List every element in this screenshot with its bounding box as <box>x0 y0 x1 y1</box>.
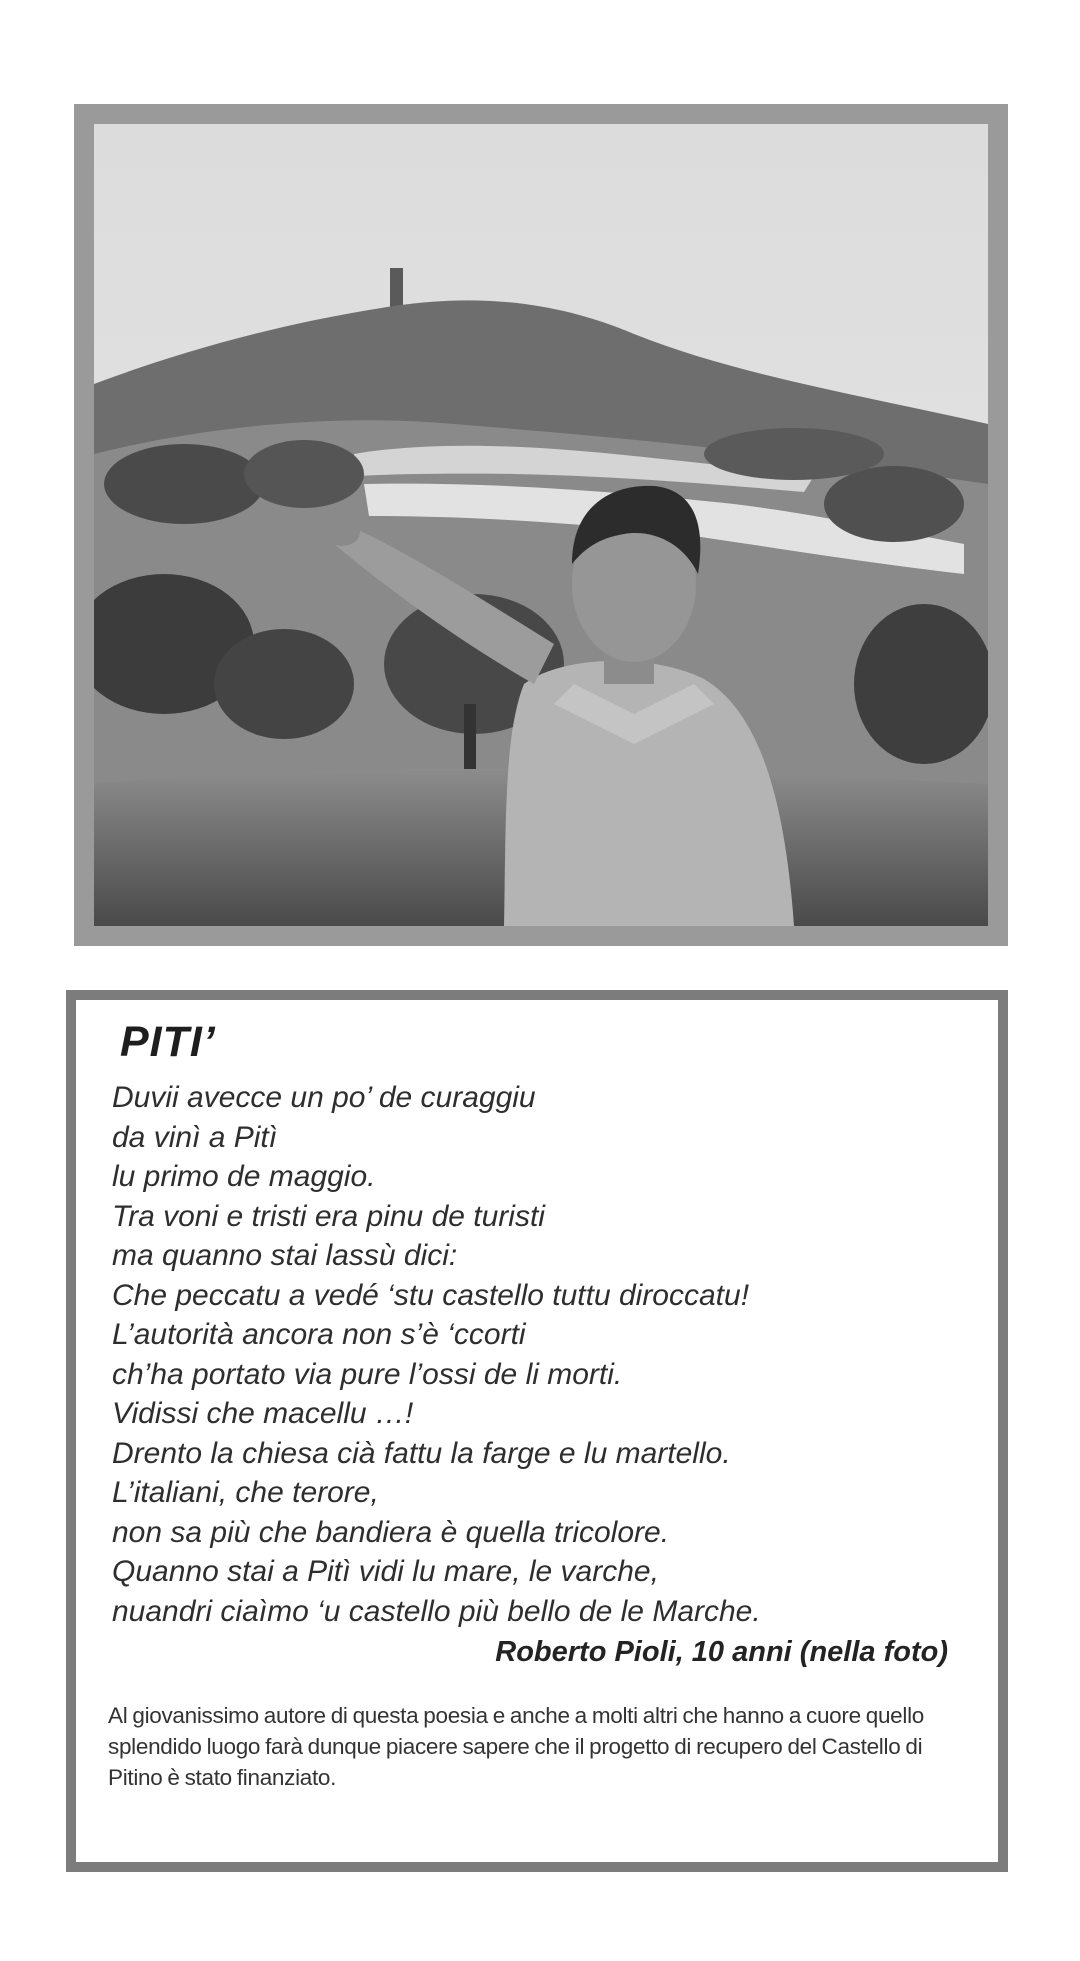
tower-shape <box>390 268 403 308</box>
photo-landscape-image <box>94 124 988 926</box>
poem-title: PITI’ <box>120 1018 216 1066</box>
poem-box <box>66 990 1008 1872</box>
poem-lines <box>112 1078 761 1631</box>
poem-line: nuandri ciaìmo ‘u castello più bello de le Marche. <box>112 1594 761 1628</box>
poem-line: ma quanno stai lassù dici: <box>112 1239 458 1272</box>
poem-line: non sa più che bandiera è quella tricolore. <box>112 1515 670 1549</box>
photo-frame <box>74 104 1008 946</box>
poem-line: Vidissi che macellu …! <box>112 1397 414 1430</box>
photo <box>94 124 988 926</box>
poem-line: Drento la chiesa cià fattu la farge e lu martello. <box>112 1436 731 1470</box>
poem-line: Duvii avecce un po’ de curaggiu <box>112 1081 536 1114</box>
poem-line: da vinì a Pitì <box>112 1120 278 1154</box>
poem-note: Al giovanissimo autore di questa poesia e anche a molti altri che hanno a cuore quello splendido luogo farà dunque piacere sapere che il progetto di recupero del Castello di Pitino è stato finanziato. <box>108 1703 924 1790</box>
poem-line: L’italiani, che terore, <box>112 1476 379 1509</box>
poem-line: Tra voni e tristi era pinu de turisti <box>112 1199 545 1233</box>
poem-line: L’autorità ancora non s’è ‘ccorti <box>112 1318 526 1351</box>
poem-line: ch’ha portato via pure l’ossi de li morti. <box>112 1357 623 1391</box>
poem-line: Quanno stai a Pitì vidi lu mare, le varche, <box>112 1555 659 1588</box>
poem-author: Roberto Pioli, 10 anni (nella foto) <box>495 1636 948 1668</box>
poem-line: Che peccatu a vedé ‘stu castello tuttu diroccatu! <box>112 1278 750 1312</box>
poem-line: lu primo de maggio. <box>112 1160 376 1193</box>
